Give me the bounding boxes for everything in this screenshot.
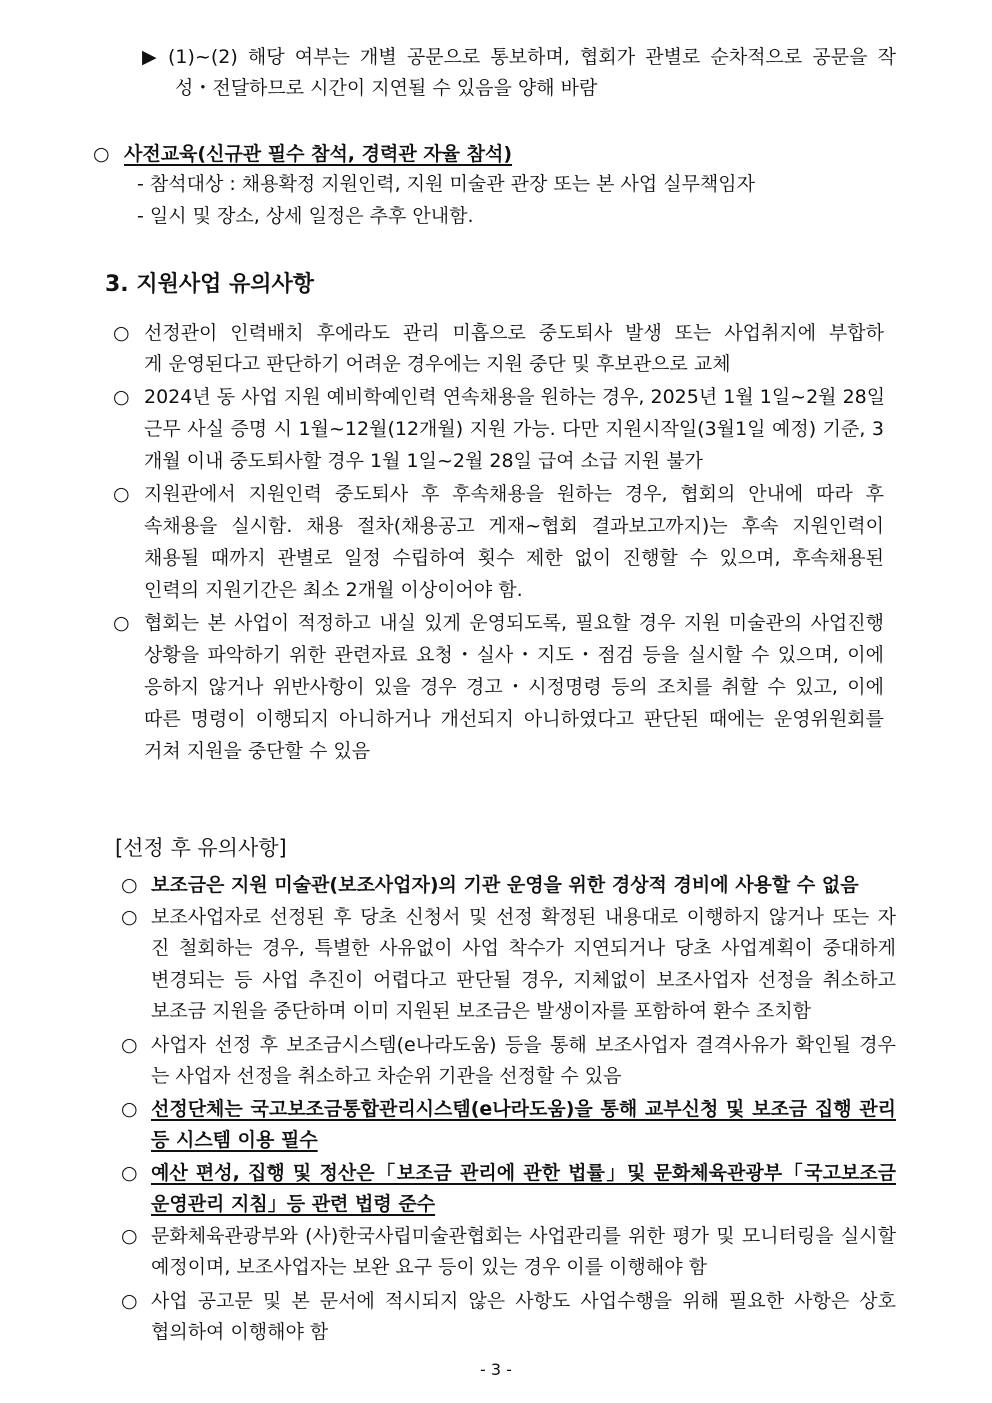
list-item-line: 협의하여 이행해야 함 [151,1321,329,1343]
notice-line: (1)~(2) 해당 여부는 개별 공문으로 통보하며, 협회가 관별로 순차적으로 공문을 작 [168,46,896,68]
list-item-line: 운영관리 지침」등 관련 법령 준수 [151,1193,436,1215]
circle-bullet-icon: ○ [121,1162,138,1184]
list-item-line: 등 시스템 이용 필수 [151,1129,318,1151]
notice-line: 성・전달하므로 시간이 지연될 수 있음을 양해 바람 [175,77,598,99]
page-number: - 3 - [480,1360,512,1379]
circle-bullet-icon: ○ [121,1034,138,1056]
circle-bullet-icon: ○ [121,1290,138,1312]
list-item-line: 보조금은 지원 미술관(보조사업자)의 기관 운영을 위한 경상적 경비에 사용할 수 없음 [151,874,859,896]
circle-bullet-icon: ○ [113,386,130,408]
list-item-line: 거쳐 지원을 중단할 수 있음 [144,740,371,762]
list-item-line: 상황을 파악하기 위한 관련자료 요청・실사・지도・점검 등을 실시할 수 있으며, 이에 [144,644,884,666]
list-item-line: 지원관에서 지원인력 중도퇴사 후 후속채용을 원하는 경우, 협회의 안내에 따라 후 [144,483,884,505]
circle-bullet-icon: ○ [113,612,130,634]
list-item-line: 따른 명령이 이행되지 아니하거나 개선되지 아니하였다고 판단된 때에는 운영위원회를 [144,708,884,730]
list-item-line: 예정이며, 보조사업자는 보완 요구 등이 있는 경우 이를 이행해야 함 [151,1256,707,1278]
list-item-line: 는 사업자 선정을 취소하고 차순위 기관을 선정할 수 있음 [151,1065,622,1087]
list-item-line: 변경되는 등 사업 추진이 어렵다고 판단될 경우, 지체없이 보조사업자 선정을 취소하고 [151,969,896,991]
section-heading: [선정 후 유의사항] [115,836,287,860]
list-item-line: 보조금 지원을 중단하며 이미 지원된 보조금은 발생이자를 포함하여 환수 조치함 [151,1000,812,1022]
list-item-line: 개월 이내 중도퇴사할 경우 1월 1일~2월 28일 급여 소급 지원 불가 [144,450,703,472]
list-item-line: 2024년 동 사업 지원 예비학예인력 연속채용을 원하는 경우, 2025년 1월 1일~2월 28일 [144,386,886,408]
circle-bullet-icon: ○ [121,1225,138,1247]
list-item-line: 응하지 않거나 위반사항이 있을 경우 경고・시정명령 등의 조치를 취할 수 있고, 이에 [144,676,884,698]
list-item-line: 선정관이 인력배치 후에라도 관리 미흡으로 중도퇴사 발생 또는 사업취지에 부합하 [144,322,884,344]
list-item-line: 예산 편성, 집행 및 정산은「보조금 관리에 관한 법률」및 문화체육관광부「국고보조금 [151,1162,896,1184]
arrow-bullet-icon: ▶ [142,46,157,68]
education-item: - 참석대상 : 채용확정 지원인력, 지원 미술관 관장 또는 본 사업 실무책임자 [137,173,755,195]
circle-bullet-icon: ○ [113,483,130,505]
education-title: 사전교육(신규관 필수 참석, 경력관 자율 참석) [124,143,513,165]
circle-bullet-icon: ○ [121,874,138,896]
section-heading: 3. 지원사업 유의사항 [105,272,314,297]
circle-bullet-icon: ○ [93,143,110,165]
list-item-line: 사업 공고문 및 본 문서에 적시되지 않은 사항도 사업수행을 위해 필요한 사항은 상호 [151,1290,896,1312]
list-item-line: 보조사업자로 선정된 후 당초 신청서 및 선정 확정된 내용대로 이행하지 않거나 또는 자 [151,906,896,928]
list-item-line: 속채용을 실시함. 채용 절차(채용공고 게재~협회 결과보고까지)는 후속 지원인력이 [144,515,884,537]
list-item-line: 사업자 선정 후 보조금시스템(e나라도움) 등을 통해 보조사업자 결격사유가 확인될 경우 [151,1034,896,1056]
list-item-line: 근무 사실 증명 시 1월~12월(12개월) 지원 가능. 다만 지원시작일(3월1일 예정) 기준, 3 [144,418,884,440]
list-item-line: 선정단체는 국고보조금통합관리시스템(e나라도움)을 통해 교부신청 및 보조금 집행 관리 [151,1098,896,1120]
list-item-line: 채용될 때까지 관별로 일정 수립하여 횟수 제한 없이 진행할 수 있으며, 후속채용된 [144,547,884,569]
list-item-line: 협회는 본 사업이 적정하고 내실 있게 운영되도록, 필요할 경우 지원 미술관의 사업진행 [144,612,884,634]
list-item-line: 인력의 지원기간은 최소 2개월 이상이어야 함. [144,579,523,601]
list-item-line: 진 철회하는 경우, 특별한 사유없이 사업 착수가 지연되거나 당초 사업계획이 중대하게 [151,937,896,959]
circle-bullet-icon: ○ [121,1098,138,1120]
circle-bullet-icon: ○ [121,906,138,928]
list-item-line: 문화체육관광부와 (사)한국사립미술관협회는 사업관리를 위한 평가 및 모니터링을 실시할 [151,1225,896,1247]
education-item: - 일시 및 장소, 상세 일정은 추후 안내함. [137,205,474,227]
list-item-line: 게 운영된다고 판단하기 어려운 경우에는 지원 중단 및 후보관으로 교체 [144,353,731,375]
circle-bullet-icon: ○ [113,322,130,344]
